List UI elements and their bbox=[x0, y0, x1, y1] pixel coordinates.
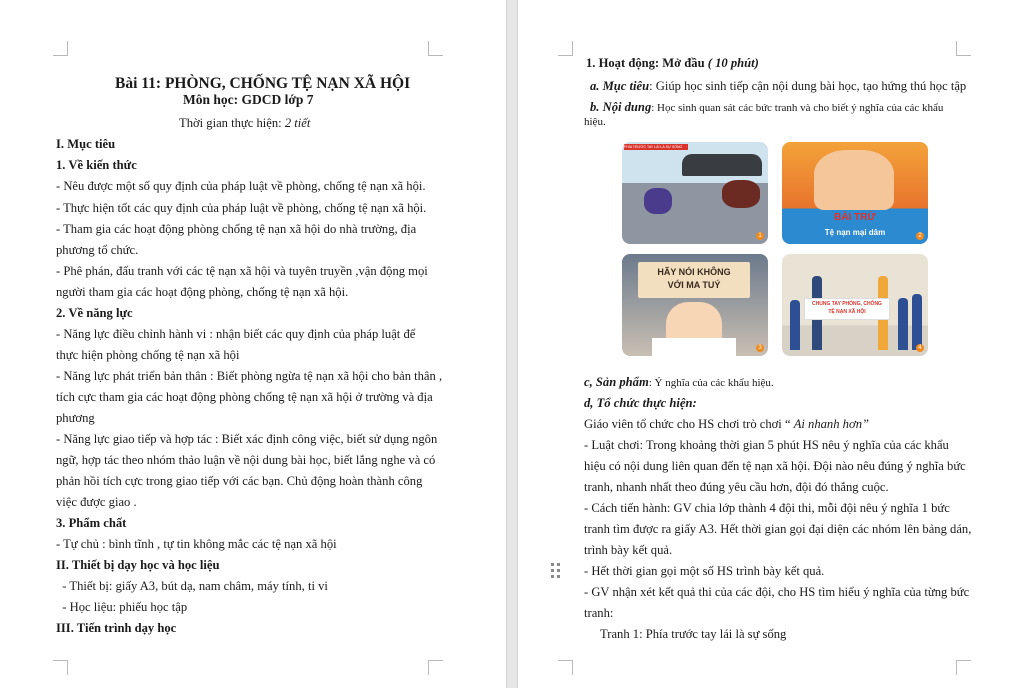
illustration-panel-2 bbox=[782, 142, 928, 244]
person-figure bbox=[912, 294, 922, 350]
margin-corner-mark bbox=[428, 660, 443, 675]
heading-knowledge: 1. Về kiến thức bbox=[56, 158, 137, 172]
paragraph-line: - Năng lực phát triển bản thân : Biết phòng ngừa tệ nạn xã hội cho bản thân , bbox=[56, 369, 443, 383]
activity-title: 1. Hoạt động: Mở đầu bbox=[586, 56, 708, 70]
paragraph-line: ngữ, hợp tác theo nhóm thảo luận về nội dung bài học, biết lắng nghe và có bbox=[56, 453, 436, 467]
illustration-panel-3 bbox=[622, 254, 768, 356]
heading-equipment: II. Thiết bị dạy học và học liệu bbox=[56, 558, 220, 572]
document-page-left bbox=[0, 0, 506, 688]
paragraph-line: phản hồi tích cực trong giao tiếp với các bạn. Chủ động hoàn thành công bbox=[56, 474, 423, 488]
illustration-panel-1 bbox=[622, 142, 768, 244]
margin-corner-mark bbox=[558, 660, 573, 675]
panel-number-badge: 1 bbox=[756, 232, 764, 240]
panel-caption: BÀI TRỪ bbox=[834, 212, 876, 223]
game-intro: Giáo viên tổ chức cho HS chơi trò chơi “ bbox=[584, 417, 794, 431]
content-text: : Học sinh quan sát các bức tranh và cho biết ý nghĩa của các khẩu bbox=[651, 102, 944, 114]
paragraph-line: - Tự chủ : bình tĩnh , tự tin không mắc các tệ nạn xã hội bbox=[56, 537, 337, 551]
paragraph-line: - Hết thời gian gọi một số HS trình bày kết quả. bbox=[584, 564, 825, 578]
panel-number-badge: 3 bbox=[756, 344, 764, 352]
goal-text: : Giúp học sinh tiếp cận nội dung bài học, tạo hứng thú học tập bbox=[649, 79, 967, 93]
paragraph-drag-handle[interactable] bbox=[551, 563, 561, 579]
document-page-right bbox=[518, 0, 1027, 688]
activity-heading bbox=[586, 55, 759, 71]
paragraph-line: - Thiết bị: giấy A3, bút dạ, nam châm, máy tính, ti vi bbox=[56, 579, 328, 593]
margin-corner-mark bbox=[558, 41, 573, 56]
paragraph-line: - Thực hiện tốt các quy định của pháp luật về phòng, chống tệ nạn xã hội. bbox=[56, 201, 427, 215]
game-intro-line bbox=[584, 416, 869, 432]
margin-corner-mark bbox=[956, 41, 971, 56]
student-shirt bbox=[652, 338, 736, 356]
panel-tag: PHÍA TRƯỚC TAY LÁI LÀ SỰ SỐNG bbox=[624, 144, 688, 150]
panel-caption: CHUNG TAY PHÒNG, CHỐNG TỆ NẠN XÃ HỘI bbox=[812, 301, 882, 315]
duration-line bbox=[179, 115, 310, 131]
content-label: b. Nội dung bbox=[590, 100, 652, 114]
product-line bbox=[584, 374, 774, 391]
paragraph-line: tích cực tham gia các hoạt động phòng chống tệ nạn xã hội ở trường và địa bbox=[56, 390, 433, 404]
activity-time: ( 10 phút) bbox=[707, 56, 759, 70]
paragraph-line: - Tham gia các hoạt động phòng chống tệ nạn xã hội do nhà trường, địa bbox=[56, 222, 417, 236]
paragraph-line: người tham gia các hoạt động phòng, chống tệ nạn xã hội. bbox=[56, 285, 349, 299]
content-line bbox=[590, 99, 943, 116]
paragraph-line: phương bbox=[56, 411, 95, 425]
margin-corner-mark bbox=[53, 41, 68, 56]
family-image bbox=[814, 150, 894, 210]
person-figure bbox=[790, 300, 800, 350]
illustration-panel-4 bbox=[782, 254, 928, 356]
heading-objectives: I. Mục tiêu bbox=[56, 137, 116, 151]
goal-label: a. Mục tiêu bbox=[590, 79, 650, 93]
slogan-illustrations bbox=[622, 142, 930, 358]
margin-corner-mark bbox=[428, 41, 443, 56]
content-text-cont: hiệu. bbox=[584, 116, 606, 128]
product-label: c, Sản phẩm bbox=[584, 375, 649, 389]
game-name: Ai nhanh hơn” bbox=[793, 417, 869, 431]
product-text: : Ý nghĩa của các khẩu hiệu. bbox=[648, 377, 774, 389]
picture-1-line: Tranh 1: Phía trước tay lái là sự sống bbox=[600, 627, 787, 641]
motorbike-image bbox=[644, 188, 672, 214]
paragraph-line: hiệu có nội dung liên quan đến tệ nạn xã hội. Đội nào nêu đúng ý nghĩa bức bbox=[584, 459, 966, 473]
paragraph-line: - Năng lực giao tiếp và hợp tác : Biết xác định công việc, biết sử dụng ngôn bbox=[56, 432, 438, 446]
paragraph-line: phương tổ chức. bbox=[56, 243, 139, 257]
heading-teaching-process: III. Tiến trình dạy học bbox=[56, 621, 177, 635]
panel-number-badge: 2 bbox=[916, 232, 924, 240]
paragraph-line: tranh, nhanh nhất theo đúng yêu cầu hơn, đội đó thắng cuộc. bbox=[584, 480, 889, 494]
paragraph-line: - Năng lực điều chỉnh hành vi : nhận biết các quy định của pháp luật để bbox=[56, 327, 416, 341]
motorbike-image bbox=[722, 180, 760, 208]
paragraph-line: - GV nhận xét kết quả thi của các đội, cho HS tìm hiểu ý nghĩa của từng bức bbox=[584, 585, 970, 599]
margin-corner-mark bbox=[956, 660, 971, 675]
goal-line bbox=[590, 78, 966, 94]
paragraph-line: việc được giao . bbox=[56, 495, 137, 509]
duration-value: 2 tiết bbox=[284, 116, 311, 130]
panel-caption: HÃY NÓI KHÔNG VỚI MA TUÝ bbox=[657, 267, 731, 290]
paragraph-line: tranh tìm được ra giấy A3. Hết thời gian gọi đại diện các nhóm lên bảng dán, bbox=[584, 522, 972, 536]
heading-competence: 2. Về năng lực bbox=[56, 306, 133, 320]
paragraph-line: - Luật chơi: Trong khoảng thời gian 5 phút HS nêu ý nghĩa của các khẩu bbox=[584, 438, 949, 452]
lesson-title: Bài 11: PHÒNG, CHỐNG TỆ NẠN XÃ HỘI bbox=[115, 75, 411, 92]
margin-corner-mark bbox=[53, 660, 68, 675]
panel-caption: Tệ nạn mại dâm bbox=[824, 228, 886, 237]
paragraph-line: - Phê phán, đấu tranh với các tệ nạn xã hội và tuyên truyền ,vận động mọi bbox=[56, 264, 428, 278]
paragraph-line: - Nêu được một số quy định của pháp luật về phòng, chống tệ nạn xã hội. bbox=[56, 179, 426, 193]
crowd-silhouette bbox=[682, 154, 762, 176]
organization-heading: d, Tổ chức thực hiện: bbox=[584, 396, 697, 410]
paragraph-line: tranh: bbox=[584, 606, 614, 620]
paragraph-line: thực hiện phòng chống tệ nạn xã hội bbox=[56, 348, 240, 362]
paragraph-line: - Học liệu: phiếu học tập bbox=[56, 600, 188, 614]
duration-label: Thời gian thực hiện: bbox=[179, 116, 285, 130]
paragraph-line: trình bày kết quả. bbox=[584, 543, 673, 557]
page-gap bbox=[506, 0, 518, 688]
heading-qualities: 3. Phẩm chất bbox=[56, 516, 127, 530]
subject-line: Môn học: GDCD lớp 7 bbox=[183, 92, 314, 107]
panel-number-badge: 4 bbox=[916, 344, 924, 352]
person-figure bbox=[898, 298, 908, 350]
paragraph-line: - Cách tiến hành: GV chia lớp thành 4 đội thi, mỗi đội nêu ý nghĩa 1 bức bbox=[584, 501, 950, 515]
